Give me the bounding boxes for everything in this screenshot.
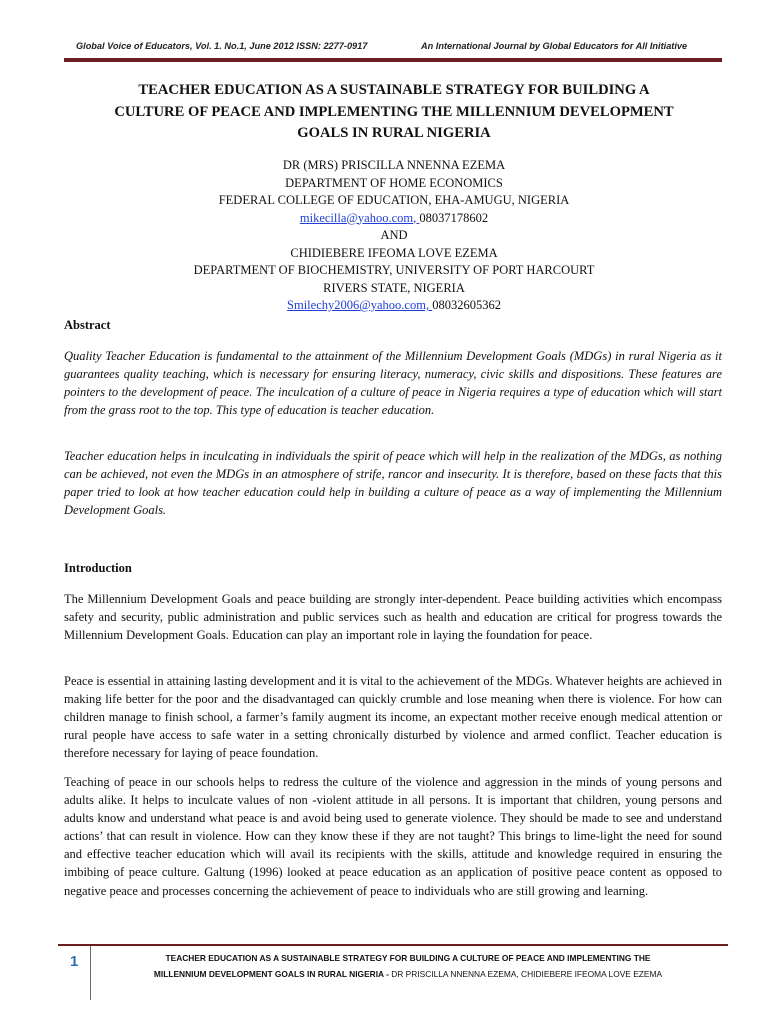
author-contact xyxy=(64,297,724,315)
journal-citation: Global Voice of Educators, Vol. 1. No.1, June 2012 ISSN: 2277-0917 xyxy=(76,41,368,51)
body-paragraph: Peace is essential in attaining lasting development and it is vital to the achievement of the MDGs. Whatever heights are achieved in making life better for the poor and the disadvantaged can quickly crumble and lose meaning when there is violence. For how can children manage to finish school, a farmer’s family augment its income, an expectant mother receive enough medical attention or rural people have access to safe water in a setting chronically disturbed by violence and armed conflict. Teacher education is therefore necessary for laying of peace foundation. xyxy=(64,674,722,761)
page-number: 1 xyxy=(70,953,79,970)
email-link[interactable]: mikecilla@yahoo.com, xyxy=(299,210,420,225)
footer-authors: DR PRISCILLA NNENNA EZEMA, CHIDIEBERE IFEOMA LOVE EZEMA xyxy=(391,969,663,979)
author-department: DEPARTMENT OF HOME ECONOMICS xyxy=(285,175,503,190)
paper-title xyxy=(64,80,724,145)
abstract-paragraph: Teacher education helps in inculcating in individuals the spirit of peace which will help in the realization of the MDGs, as nothing can be achieved, not even the MDGs in an atmosphere of strife, rancor and insecurity. It is therefore, based on these facts that this paper tried to look at how teacher education could help in building a culture of peace as a way of implementing the Millennium Development Goals. xyxy=(64,449,722,518)
footer-line: TEACHER EDUCATION AS A SUSTAINABLE STRATEGY FOR BUILDING A CULTURE OF PEACE AND IMPLEMENTING THE xyxy=(165,953,651,963)
abstract-heading: Abstract xyxy=(64,318,111,332)
author-block xyxy=(64,157,724,315)
author-name: DR (MRS) PRISCILLA NNENNA EZEMA xyxy=(282,158,506,172)
phone-number: 08032605362 xyxy=(432,298,501,312)
body-paragraph: Teaching of peace in our schools helps to redress the culture of the violence and aggression in the minds of young persons and adults alike. It helps to inculcate values of non -violent attitude in all persons. It is important that children, young persons and adults know and understand what peace is and avoid being used to generate violence. They should be made to see and understand actions’ that can result in violence. How can they know these if they are not taught? This brings to lime-light the need for sound and effective teacher education which will avail its recipients with the skills, attitude and knowledge required in ensuring the imbibing of peace culture. Galtung (1996) looked at peace education as an application of positive peace content as opposed to negative peace and processes concerning the achievement of peace to individuals who are still growing and learning. xyxy=(64,775,722,898)
email-link[interactable]: Smilechy2006@yahoo.com, xyxy=(287,298,433,312)
footer-line xyxy=(98,966,718,982)
introduction-heading: Introduction xyxy=(64,561,132,575)
title-line: CULTURE OF PEACE AND IMPLEMENTING THE MILLENNIUM DEVELOPMENT xyxy=(114,103,674,120)
journal-tagline: An International Journal by Global Educators for All Initiative xyxy=(421,41,688,51)
author-state: RIVERS STATE, NIGERIA xyxy=(323,280,465,295)
footer-divider xyxy=(90,946,91,1000)
title-line: GOALS IN RURAL NIGERIA xyxy=(297,125,491,141)
footer-title-part: MILLENNIUM DEVELOPMENT GOALS IN RURAL NIGERIA - xyxy=(153,969,392,979)
phone-number: 08037178602 xyxy=(419,210,489,225)
footer-rule xyxy=(58,944,728,946)
author-department: DEPARTMENT OF BIOCHEMISTRY, UNIVERSITY OF PORT HARCOURT xyxy=(193,263,595,277)
author-contact xyxy=(64,210,724,228)
header-rule xyxy=(64,58,722,62)
author-name: CHIDIEBERE IFEOMA LOVE EZEMA xyxy=(290,245,498,260)
author-separator: AND xyxy=(380,228,408,242)
body-paragraph: The Millennium Development Goals and peace building are strongly inter-dependent. Peace building activities which encompass safety and security, public administration and public services such as health and education are critical for progress towards the Millennium Development Goals. Education can play an important role in laying the foundation for peace. xyxy=(64,592,722,643)
title-line: TEACHER EDUCATION AS A SUSTAINABLE STRATEGY FOR BUILDING A xyxy=(138,82,650,98)
running-footer xyxy=(98,950,718,982)
author-institution: FEDERAL COLLEGE OF EDUCATION, EHA-AMUGU, NIGERIA xyxy=(218,193,570,207)
abstract-paragraph: Quality Teacher Education is fundamental to the attainment of the Millennium Development Goals (MDGs) in rural Nigeria as it guarantees quality teaching, which is necessary for ensuring literacy, numeracy, civic skills and dispositions. These features are pointers to the development of peace. The inculcation of a culture of peace in Nigeria requires a type of education which will start from the grass root to the top. This type of education is teacher education. xyxy=(64,349,722,418)
